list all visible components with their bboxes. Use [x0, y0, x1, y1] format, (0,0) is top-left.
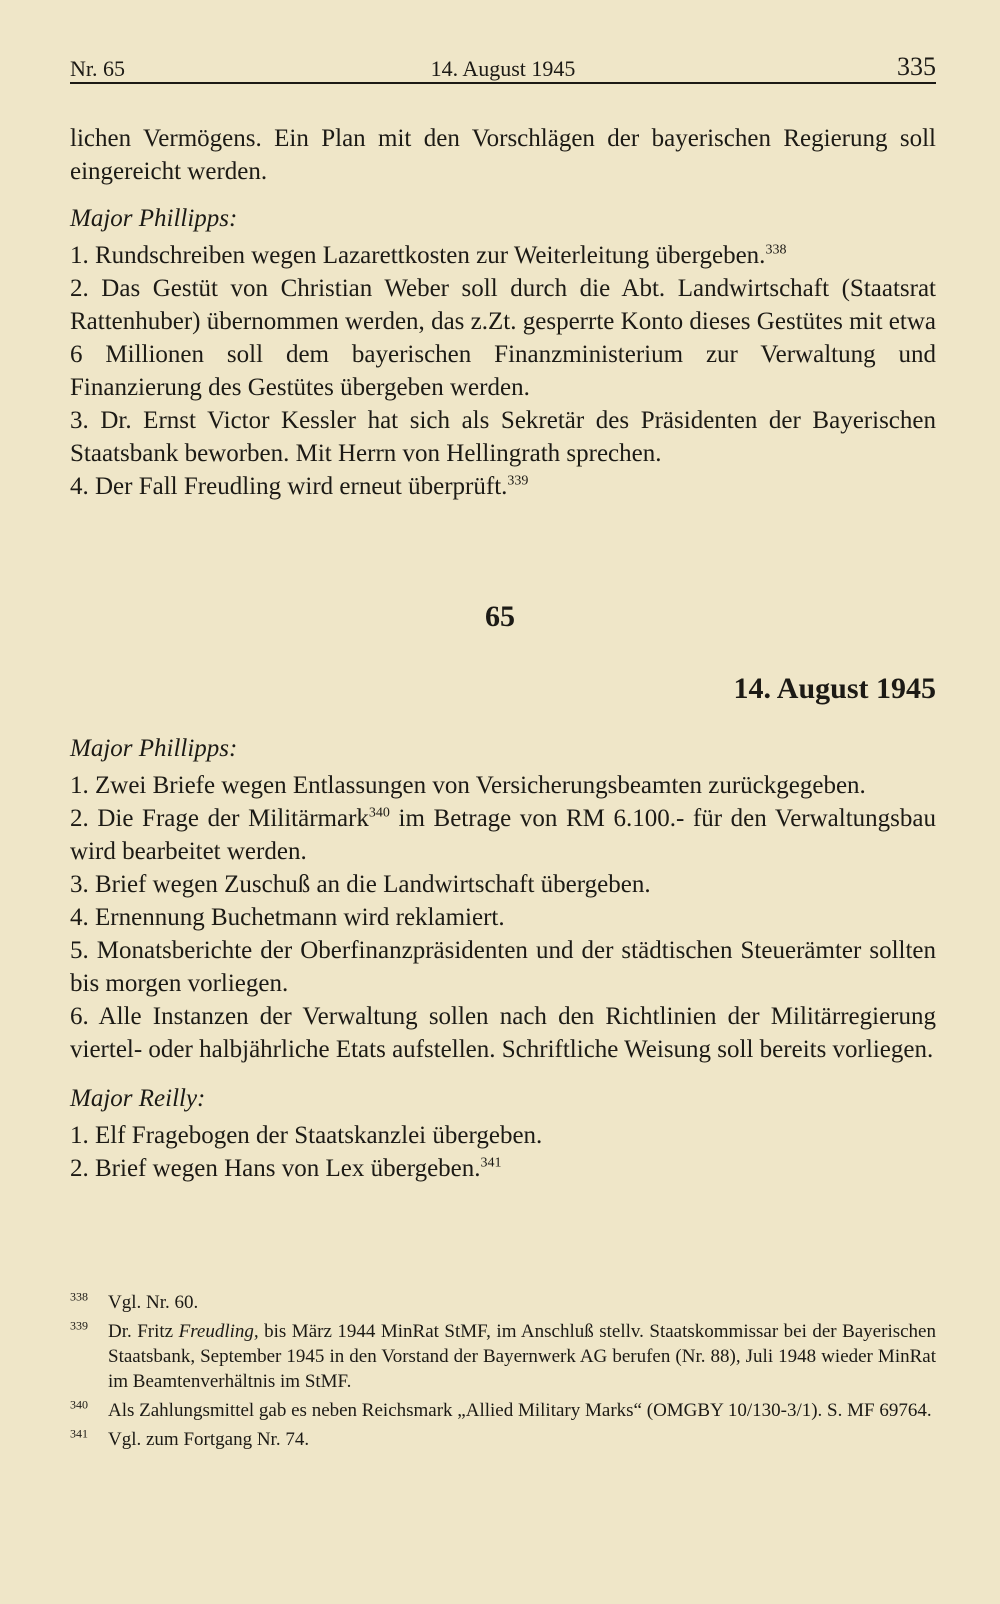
list-item: 2. Die Frage der Militärmark$^{340}$ im Betrage von RM 6.100.- für den Verwaltungsbau wird bearbeitet werden. [70, 805, 936, 865]
list-item: 2. Das Gestüt von Christian Weber soll durch die Abt. Landwirtschaft (Staatsrat Rattenhuber) übernommen werden, das z.Zt. gesperrte Konto dieses Gestütes mit etwa 6 Millionen soll dem bayerischen Finanzministerium zur Verwaltung und Finanzierung des Gestütes übergeben werden. [70, 275, 936, 401]
list-item: 4. Ernennung Buchetmann wird reklamiert. [70, 904, 505, 931]
speaker-heading: Major Phillipps: [70, 735, 238, 762]
list-item: 3. Dr. Ernst Victor Kessler hat sich als Sekretär des Präsidenten der Bayerischen Staatsbank beworben. Mit Herrn von Hellingrath sprechen. [70, 407, 936, 467]
intro-paragraph: lichen Vermögens. Ein Plan mit den Vorschlägen der bayerischen Regierung soll eingereicht werden. [70, 125, 936, 185]
list-item: 3. Brief wegen Zuschuß an die Landwirtschaft übergeben. [70, 871, 651, 898]
header-document-number: Nr. 65 [70, 56, 125, 81]
list-item: 2. Brief wegen Hans von Lex übergeben.$^{341}$ [70, 1155, 502, 1182]
footnote: $^{338}$ Vgl. Nr. 60. [70, 1289, 199, 1313]
list-item: 1. Elf Fragebogen der Staatskanzlei übergeben. [70, 1122, 543, 1149]
document-date-heading: 14. August 1945 [733, 672, 936, 705]
previous-document-end [70, 122, 936, 503]
footnote-ref: 341 [480, 1155, 502, 1171]
header-date: 14. August 1945 [430, 56, 576, 81]
footnotes [70, 1290, 936, 1456]
page-number: 335 [897, 52, 936, 81]
footnote: $^{341}$ Vgl. zum Fortgang Nr. 74. [70, 1426, 310, 1450]
list-item: 5. Monatsberichte der Oberfinanzpräsidenten und der städtischen Steuerämter sollten bis morgen vorliegen. [70, 937, 936, 997]
list-item: 4. Der Fall Freudling wird erneut überprüft.$^{339}$ [70, 473, 529, 500]
footnote-ref: 338 [765, 242, 787, 258]
footnote-ref: 339 [507, 473, 529, 489]
running-header [70, 52, 936, 84]
footnote: $^{340}$ Als Zahlungsmittel gab es neben Reichsmark „Allied Military Marks“ (OMGBY 10/130-3/1). S. MF 69764. [70, 1397, 932, 1421]
list-item: 1. Rundschreiben wegen Lazarettkosten zur Weiterleitung übergeben.$^{338}$ [70, 242, 787, 269]
speaker-heading: Major Reilly: [70, 1085, 206, 1112]
document-number-heading: 65 [485, 600, 515, 633]
footnote-ref: 340 [368, 805, 390, 821]
list-item: 1. Zwei Briefe wegen Entlassungen von Versicherungsbeamten zurückgegeben. [70, 772, 866, 799]
list-item: 6. Alle Instanzen der Verwaltung sollen nach den Richtlinien der Militärregierung viertel- oder halbjährliche Etats aufstellen. Schriftliche Weisung soll bereits vorliegen. [70, 1003, 936, 1063]
footnote: $^{339}$ Dr. Fritz Freudling, bis März 1944 MinRat StMF, im Anschluß stellv. Staatskommissar bei der Bayerischen Staatsbank, September 1945 in den Vorstand der Bayernwerk AG berufen (Nr. 88), Juli 1948 wieder MinRat im Beamtenverhältnis im StMF. [70, 1318, 936, 1392]
document-body [70, 732, 936, 1185]
speaker-heading: Major Phillipps: [70, 205, 238, 232]
